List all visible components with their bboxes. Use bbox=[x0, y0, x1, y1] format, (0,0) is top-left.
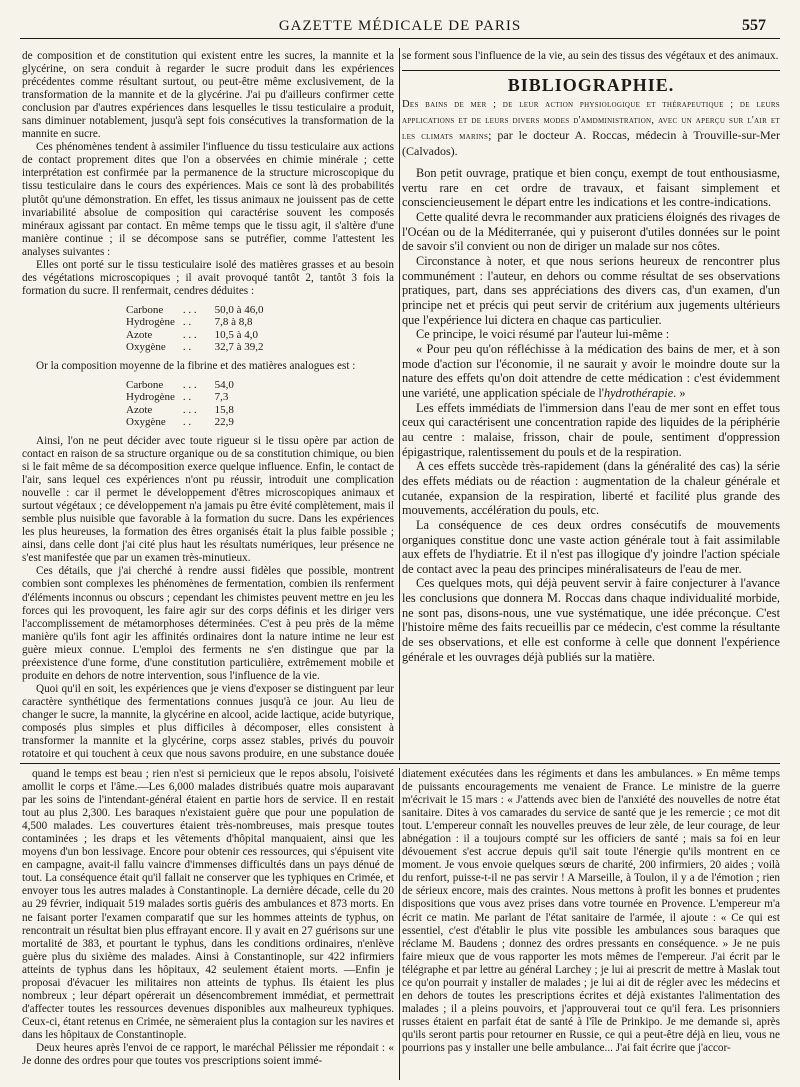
element-value: 7,8 à 8,8 bbox=[214, 316, 253, 329]
element-value: 54,0 bbox=[214, 378, 234, 391]
element-value: 50,0 à 46,0 bbox=[214, 303, 264, 316]
paragraph: Deux heures après l'envoi de ce rapport, le maréchal Pélissier me répondait : « Je donne des ordres pour que toutes vos prescriptions soient immé- bbox=[22, 1041, 394, 1068]
element-label: Hydrogène bbox=[126, 316, 175, 329]
element-value: 10,5 à 4,0 bbox=[214, 328, 259, 341]
right-column bbox=[402, 50, 780, 762]
section-rule bbox=[402, 70, 780, 71]
paragraph: Ces quelques mots, qui déjà peuvent servir à faire conjecturer à l'avance les conclusions que donnera M. Roccas dans chaque individualité morbide, ne sont pas, disons-nous, une vue systématique, une idée préconçue. C'est l'histoire même des faits recueillis par ce médecin, c'est comme la résultante de ses observations, et elle est conforme à celle que donnent l'expérience générale et les ouvrages déjà publiés sur la matière. bbox=[402, 576, 780, 664]
element-label: Hydrogène bbox=[126, 391, 175, 404]
paragraph: quand le temps est beau ; rien n'est si pernicieux que le repos absolu, l'oisiveté amollit le corps et l'âme.—Les 6,000 malades distribués quatre mois auparavant par les soins de l'intendant-général étaient en partie hors de service. Il en restait tout au plus 2,300. Les baraques n'existaient guère que pour une population de 4,500 malades. Les couvertures étaient très-nombreuses, mais presque toutes contaminées ; les draps et les vêtements d'hôpital manquaient, ainsi que les moyens d'un bon lessivage. Encore pour obtenir ces ressources, qui s'épuisent vite en campagne, avait-il fallu vaincre d'immenses difficultés dans un pays dénué de tout. La conséquence était qu'il fallait ne conserver que les typhiques en Crimée, et envoyer tous les autres malades à Constantinople. La dernière décade, celle du 20 au 29 février, indiquait 519 malades sortis guéris des ambulances et 873 morts. En ne faisant porter l'examen comparatif que sur les hommes atteints de typhus, on rencontrait un résultat bien plus effrayant encore. Il y avait en 27 guérisons sur une mortalité de 383, et pourtant le typhus, dans les conditions ordinaires, n'enlève guère plus du sixième des malades. Ainsi à Constantinople, sur 422 infirmiers atteints de typhus dans les hôpitaux, 42 seulement étaient morts. —Enfin je proposai d'évacuer les militaires non atteints de typhus. Ils étaient les plus nombreux ; leur départ opérerait un désencombrement immédiat, et permettrait d'affecter toutes les ressources devenues disponibles aux malheureux typhiques. Ceux-ci, étant retenus en Crimée, ne sèmeraient plus la contagion sur les navires et dans les hôpitaux de Constantinople. bbox=[22, 768, 394, 1041]
paragraph: de composition et de constitution qui existent entre les sucres, la mannite et la glycérine, on sera conduit à regarder le sucre produit dans les expériences précédentes comme résultant surtout, ou peut-être même exclusivement, de la transformation de la mannite et de la glycérine. J'ai pu d'ailleurs confirmer cette conclusion par d'autres expériences dans lesquelles le tissu testiculaire a produit, sans diminuer notablement, jusqu'à sept fois consécutives la transformation de la mannite en sucre. bbox=[22, 50, 394, 141]
paragraph: A ces effets succède très-rapidement (dans la généralité des cas) la série des effets médiats ou de réaction : augmentation de la chaleur générale et cutanée, expansion de la respiration, liberté et facilité plus grande des mouvements, accélération du pouls, etc. bbox=[402, 459, 780, 518]
bottom-right-column bbox=[402, 768, 780, 1080]
element-label: Oxygène bbox=[126, 341, 166, 354]
page-number: 557 bbox=[742, 17, 766, 34]
paragraph: Quoi qu'il en soit, les expériences que je viens d'exposer se distinguent par leur caractère synthétique des fermentations connues jusqu'à ce jour. Au lieu de changer le sucre, la mannite, la glycérine en alcool, acide lactique, acide butyrique, composés plus simples et plus difficiles à décomposer, elles consistent à transformer la mannite et la glycérine, corps assez stables, privés du pouvoir rotatoire et qui touchent à ceux que nous savons produire, en une substance douée bbox=[22, 682, 394, 761]
paragraph: diatement exécutées dans les régiments et dans les ambulances. » En même temps de puissants encouragements me venaient de France. Le ministre de la guerre m'écrivait le 15 mars : « J'attends avec bien de l'anxiété des nouvelles de notre état sanitaire. Dites à vos camarades du service de santé que je les remercie ; ce mot dit tout. L'empereur connaît les nouvelles preuves de leur zèle, de leur courage, de leur abnégation : il a toujours compté sur les officiers de santé ; mais sa foi en leur dévouement s'est accrue depuis qu'il sait toute l'énergie qu'ils montrent en ce moment. Je vous envoie quelques sœurs de charité, 200 infirmiers, 20 aides ; voilà du renfort, puisse-t-il ne pas servir ! A Marseille, à Toulon, il y a de l'émotion ; rien de sérieux encore, mais des craintes. Nous mettons à profit les bonnes et prudentes dispositions que vous avez prises dans votre tournée en Provence. L'empereur m'a écrit ce matin. Me parlant de l'état sanitaire de l'armée, il ajoute : « Ce qui est essentiel, c'est d'établir le plus vite possible les ambulances sous baraques que réclame M. Baudens ; donnez des ordres pressants en conséquence. » Je ne puis faire mieux que de vous rapporter les mots mêmes de l'empereur. J'ai écrit par le télégraphe et par lettre au général Larchey ; je lui ai prescrit de mettre à Maslak tout ce qu'on pourrait y installer de malades ; je lui ai dit de régler avec les médecins et en dehors de toutes les prescriptions écrites et déjà existantes l'alimentation des malades ; il a pleins pouvoirs, et j'approuverai tout ce qu'il fera. Les prisonniers russes étaient en parfait état de santé à l'île de Prinkipo. Je me demande si, après qu'ils seront partis pour retourner en Russie, ce qui a peut-être déjà en lieu, vous ne pourrions pas y installer une belle ambulance... J'ai fait écrire que j'accor- bbox=[402, 768, 780, 1054]
element-value: 7,3 bbox=[214, 391, 229, 404]
paragraph: Ainsi, l'on ne peut décider avec toute rigueur si le tissu opère par action de contact en raison de sa structure organique ou de sa constitution chimique, ou bien si le fait même de sa décomposition exerce quelque influence. Enfin, le contact de l'air, sans lequel ces expériences n'ont pu réussir, introduit une complication nouvelle : car il permet le développement d'êtres microscopiques animaux et surtout végétaux ; ce développement n'a jamais pu être évité complètement, mais il semble plus nuisible que favorable à la formation du sucre. Dans les expériences les plus heureuses, la formation des êtres organisés était la plus faible possible ; ainsi, dans celle dont j'ai cité plus haut les résultats numériques, leur présence ne s'est manifestée que par un examen très-minutieux. bbox=[22, 434, 394, 565]
table-row: Carbone . . . 50,0 à 46,0 bbox=[122, 304, 268, 317]
element-label: Carbone bbox=[126, 303, 164, 316]
table-row: Hydrogène . . 7,8 à 8,8 bbox=[122, 316, 268, 329]
paragraph: Ces détails, que j'ai cherché à rendre aussi fidèles que possible, montrent combien sont complexes les phénomènes de fermentation, combien ils renferment d'éléments inconnus ou obscurs ; cependant les chimistes peuvent mettre en jeu les forces qui les provoquent, les faire agir sur des corps définis et les diriger vers l'accomplissement de métamorphoses déterminées. C'est à peu près de la même manière qu'ils font agir les affinités ordinaires dont la nature intime ne leur est guère mieux connue. L'emploi des ferments ne s'en distingue que par la préexistence d'une forme, d'une constitution particulière, extrêmement mobile et produite en dehors de notre intervention, sous l'influence de la vie. bbox=[22, 565, 394, 682]
element-label: Azote bbox=[126, 328, 153, 341]
journal-title: GAZETTE MÉDICALE DE PARIS bbox=[278, 18, 522, 34]
paragraph: se forment sous l'influence de la vie, au sein des tissus des végétaux et des animaux. bbox=[402, 50, 779, 62]
table-row: Azote . . . 15,8 bbox=[122, 404, 238, 417]
paragraph: Bon petit ouvrage, pratique et bien conçu, exempt de tout enthousiasme, vertu rare en cet ordre de travaux, et faisant simplement et consciencieusement le départ entre les indications et les contre-indications. bbox=[402, 166, 780, 210]
paragraph: Circonstance à noter, et que nous serions heureux de rencontrer plus communément : l'auteur, en dehors ou comme résultat de ses observations pratiques, part, dans ses appréciations des divers cas, d'un examen, d'un principe net et précis qui peut servir de critérium aux jugements ultérieurs que l'expérience lui dictera en chaque cas particulier. bbox=[402, 254, 780, 327]
table-row: Oxygène . . 32,7 à 39,2 bbox=[122, 341, 268, 354]
element-label: Oxygène bbox=[126, 416, 166, 429]
column-divider bbox=[399, 48, 400, 760]
element-label: Azote bbox=[126, 403, 153, 416]
paragraph: Les effets immédiats de l'immersion dans l'eau de mer sont en effet tous ceux qui caractérisent une concentration rapide des liquides de la périphérie au centre : malaise, frisson, chair de poule, sentiment d'oppression épigastrique, ralentissement du pouls et de la respiration. bbox=[402, 400, 780, 459]
emphasis: hydrothérapie bbox=[603, 385, 674, 400]
element-value: 15,8 bbox=[214, 403, 234, 416]
element-value: 22,9 bbox=[214, 416, 234, 429]
paragraph: Ce principe, le voici résumé par l'auteur lui-même : bbox=[416, 327, 670, 342]
quote-end: . » bbox=[673, 385, 686, 400]
paragraph: Elles ont porté sur le tissu testiculaire isolé des matières grasses et au besoin des végétations microscopiques ; il avait provoqué tantôt 2, tantôt 3 fois la formation du sucre. Il renfermait, cendres déduites : bbox=[22, 258, 394, 297]
element-label: Carbone bbox=[126, 378, 164, 391]
page-header bbox=[0, 0, 800, 40]
element-value: 32,7 à 39,2 bbox=[214, 341, 264, 354]
table-row: Azote . . . 10,5 à 4,0 bbox=[122, 329, 268, 342]
book-author: ; par le docteur A. Roccas, médecin à Trouville-sur-Mer (Calvados). bbox=[402, 128, 780, 159]
book-citation bbox=[402, 96, 780, 159]
paragraph: Or la composition moyenne de la fibrine et des matières analogues est : bbox=[36, 359, 356, 372]
book-title: Des bains de mer ; de leur action physiologique et thérapeutique ; de leurs applications et de leurs divers modes d'amdministration, avec un aperçu sur l'air et les climats marins bbox=[402, 99, 780, 143]
section-title: BIBLIOGRAPHIE. bbox=[507, 75, 675, 96]
left-column bbox=[22, 50, 394, 762]
section-separator bbox=[20, 763, 780, 764]
paragraph: La conséquence de ces deux ordres consécutifs de mouvements organiques constitue donc une vaste action générale tout à fait assimilable aux effets de l'hydiatrie. Et il n'est pas illogique d'y joindre l'action spéciale de contact avec la peau des principes minéralisateurs de l'eau de mer. bbox=[402, 517, 780, 576]
bottom-left-column bbox=[22, 768, 394, 1080]
column-divider-bottom bbox=[399, 768, 400, 1080]
paragraph: Cette qualité devra le recommander aux praticiens éloignés des rivages de l'Océan ou de la Méditerranée, qui y puiseront d'utiles données sur le point de savoir s'il convient ou non de diriger un malade sur nos côtes. bbox=[402, 210, 780, 254]
header-rule bbox=[20, 38, 780, 39]
paragraph: Ces phénomènes tendent à assimiler l'influence du tissu testiculaire aux actions de contact proprement dites que l'on a observées en chimie minérale ; cette interprétation est confirmée par la permanence de la structure microscopique du tissu testiculaire dans le cours des expériences. Mais ce sont là des probabilités plutôt qu'une démonstration. En effet, les tissus animaux ne jouissent pas de cette invariabilité absolue de composition qui caractérise souvent les composés minéraux agissant par contact. En même temps que le tissu agit, il s'altère d'une manière continue ; il se décompose sans se putréfier, comme l'attestent les analyses suivantes : bbox=[22, 141, 394, 258]
quote-text: « Pour peu qu'on réfléchisse à la médication des bains de mer, et à son mode d'action sur l'économie, il ne saurait y avoir le moindre doute sur la nature des effets qu'on doit attendre de cette médication : c'est évidemment une variété, une application spéciale de l' bbox=[402, 341, 780, 400]
composition-table-testicle bbox=[122, 304, 268, 354]
composition-table-fibrine bbox=[122, 379, 238, 429]
quote-paragraph bbox=[402, 342, 780, 401]
table-row: Hydrogène . . 7,3 bbox=[122, 391, 238, 404]
table-row: Carbone . . . 54,0 bbox=[122, 379, 238, 392]
table-row: Oxygène . . 22,9 bbox=[122, 416, 238, 429]
